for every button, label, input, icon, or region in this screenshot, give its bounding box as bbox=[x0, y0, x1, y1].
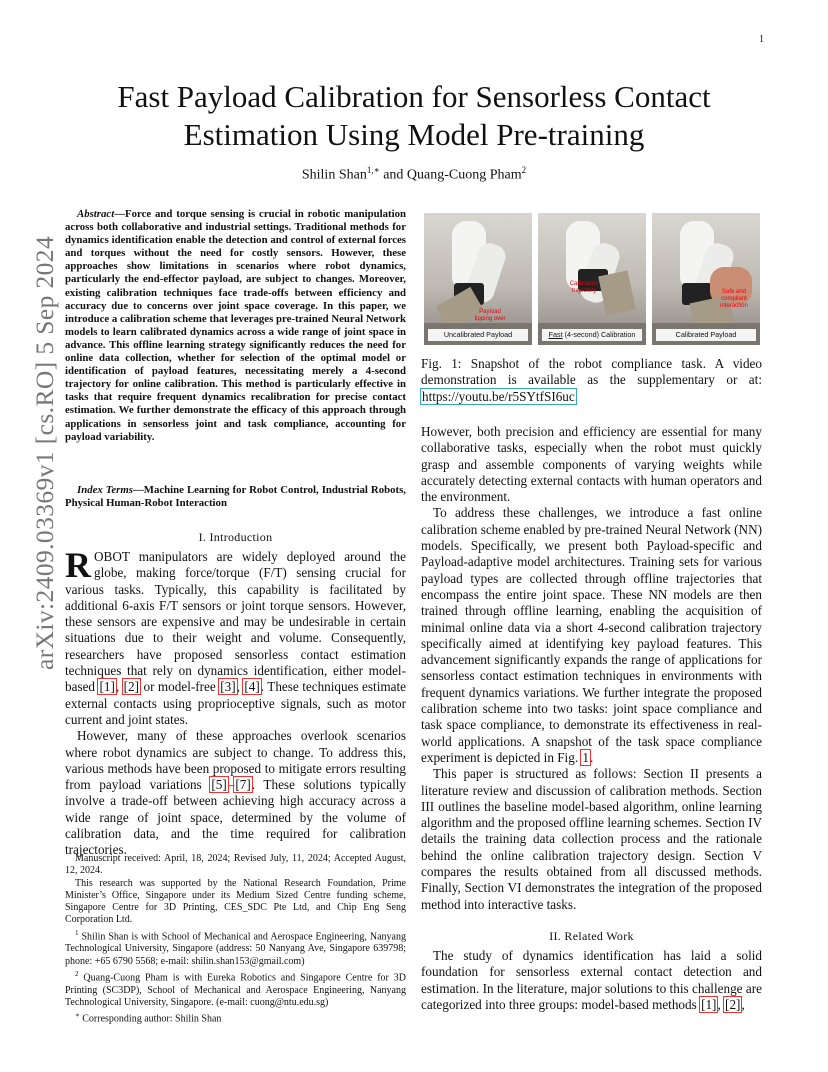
intro-paragraph-1: ROBOT manipulators are widely deployed around the globe, making force/torque (F/T) sensing crucial for various tasks. Typically, this capability is facilitated by additional 6-axis F/T sensors or joint torque sensors. However, these sensors are expensive and may be undesirable in certain situations due to their weight and volume. Consequently, researchers have proposed sensorless contact estimation techniques that rely on dynamics identification, either model-based [1], [2] or model-free [3], [4]. These techniques estimate external contacts using proprioceptive signals, such as motor current and joint states. bbox=[65, 545, 406, 727]
right-paragraph-3: This paper is structured as follows: Section II presents a literature review and discussion of calibration methods. Section III outlines the baseline model-based algorithm, online learning algorithm and the proposed offline learning schemes. Section IV details the training data collection process and the rationale behind the online calibration trajectory design. Section V compares the results obtained from all discussed methods. Finally, Section VI demonstrates the integration of the proposed method into interactive tasks. bbox=[421, 766, 762, 912]
footnotes bbox=[65, 853, 406, 1026]
index-terms-label: Index Terms bbox=[77, 484, 133, 496]
abstract-text: —Force and torque sensing is crucial in robotic manipulation across both collaborative and industrial settings. Traditional methods for dynamics identification enable the detection and control of external forces and torques without the need for costly sensors. However, these approaches show limitations in scenarios where robot dynamics, particularly the end-effector payload, are subject to changes. Moreover, existing calibration techniques face trade-offs between efficiency and accuracy due to concerns over joint space coverage. In this paper, we introduce a calibration scheme that leverages pre-trained Neural Network models to learn calibrated dynamics across a wide range of joint space in advance. This offline learning strategy significantly reduces the need for online data collection, whether for selection of the optimal model or identification of payload features, necessitating merely a 4-second trajectory for online calibration. This method is particularly effective in tasks that require frequent dynamics recalibration for precise contact estimation. We further demonstrate the efficacy of this approach through applications in sensorless joint and task compliance, accounting for payload variability. bbox=[65, 208, 406, 443]
footnote-corresponding: ∗ Corresponding author: Shilin Shan bbox=[75, 1011, 222, 1025]
figure-annotation: Safe and compliant interaction bbox=[720, 289, 748, 309]
figure-panel-label: Calibrated Payload bbox=[656, 329, 756, 341]
intro-paragraph-2: However, many of these approaches overlook scenarios where robot dynamics are subject to change. To address this, various methods have been proposed to mitigate errors resulting from payload variations [5]–[7]. These solutions typically involve a trade-off between achieving high accuracy across a wide range of joint space, determined by the volume of calibration data, and the time required for calibration trajectories. bbox=[65, 728, 406, 858]
figure-1-caption: Fig. 1: Snapshot of the robot compliance task. A video demonstration is available as the supplementary or at: https://youtu.be/r5SYtfSI6uc bbox=[421, 356, 762, 404]
title-line-1: Fast Payload Calibration for Sensorless Contact bbox=[117, 79, 711, 114]
right-paragraph-1: However, both precision and efficiency are essential for many collaborative tasks, especially when the robot must quickly grasp and assemble components of varying weights while accurately detecting external contacts with human operators and the environment. bbox=[421, 424, 762, 505]
paper-title bbox=[60, 78, 768, 154]
abstract bbox=[65, 208, 406, 444]
section-2-heading bbox=[421, 929, 762, 944]
citation-link[interactable]: [3] bbox=[220, 679, 236, 695]
footnote-funding: This research was supported by the National Research Foundation, Prime Minister’s Office, Singapore under its Medium Sized Centre funding scheme, Singapore Centre for 3D Printing, CES_SDC Pte Ltd, and Chip Eng Seng Corporation Ltd. bbox=[65, 877, 406, 926]
section-1-body bbox=[65, 545, 406, 859]
related-work-paragraph-1: The study of dynamics identification has laid a solid foundation for sensorless external contact detection and estimation. In the literature, major solutions to this challenge are categorized into three groups: model-based methods [1], [2], bbox=[421, 948, 762, 1012]
footnote-manuscript: Manuscript received: April, 18, 2024; Revised July, 11, 2024; Accepted August, 12, 2024. bbox=[65, 853, 406, 877]
footnote-author-2: $^2$ Quang-Cuong Pham is with Eureka Robotics and Singapore Centre for 3D Printing (SC3DP), School of Mechanical and Aerospace Engineering, Nanyang Technological University, Singapore. (e-mail: cuong@ntu.edu.sg) bbox=[65, 970, 406, 1008]
citation-link[interactable]: [2] bbox=[123, 679, 140, 695]
author-conjunction: and bbox=[379, 167, 407, 183]
figure-panel-fast-calibration bbox=[538, 213, 646, 345]
index-terms bbox=[65, 484, 406, 510]
citation-link[interactable]: [7] bbox=[235, 777, 251, 793]
figure-1-image bbox=[424, 213, 760, 345]
section-1-heading bbox=[65, 530, 406, 545]
citation-link[interactable]: [1] bbox=[99, 679, 115, 695]
figure-annotation: Payload tipping over bbox=[474, 309, 506, 322]
section-2-body bbox=[421, 948, 762, 1013]
page-number: 1 bbox=[759, 34, 764, 45]
author-list bbox=[60, 165, 768, 184]
author-1: Shilin Shan bbox=[301, 167, 367, 183]
index-terms-text: —Machine Learning for Robot Control, Industrial Robots, Physical Human-Robot Interaction bbox=[65, 484, 406, 510]
right-paragraph-2: To address these challenges, we introduce a fast online calibration scheme enabled by pre-trained Neural Network (NN) models. Specifically, we present both Payload-specific and Payload-adaptive model architectures. Training sets for various payload types are collected through offline trajectories that encompass the entire joint space. These NN models are then trained through offline learning, enabling the acquisition of minimal online data via a short 4-second calibration trajectory specifically aimed at identifying key payload features. This advancement significantly expands the range of applications for sensorless contact estimation techniques in environments with frequent dynamics variations. We further integrate the proposed calibration scheme into two tasks: joint space compliance and task space compliance, to demonstrate its effectiveness in real-world applications. A snapshot of the task space compliance experiment is depicted in Fig. 1. bbox=[421, 505, 762, 765]
citation-link[interactable]: [2] bbox=[725, 996, 741, 1012]
citation-link[interactable]: [4] bbox=[244, 679, 260, 695]
figure-panel-label: Uncalibrated Payload bbox=[428, 329, 528, 341]
section-1-title: I. Introduction bbox=[198, 530, 273, 544]
author-1-affiliation: 1,∗ bbox=[366, 165, 380, 175]
author-2: Quang-Cuong Pham bbox=[406, 167, 522, 183]
figure-panel-uncalibrated bbox=[424, 213, 532, 345]
right-column-body bbox=[421, 424, 762, 913]
video-url-link[interactable]: https://youtu.be/r5SYtfSI6uc bbox=[422, 388, 575, 404]
abstract-label: Abstract bbox=[77, 208, 115, 220]
citation-link[interactable]: [5] bbox=[211, 777, 227, 793]
citation-link[interactable]: [1] bbox=[701, 996, 717, 1012]
drop-cap: R bbox=[65, 545, 91, 585]
section-2-title: II. Related Work bbox=[549, 929, 634, 943]
arxiv-identifier: arXiv:2409.03369v1 [cs.RO] 5 Sep 2024 bbox=[30, 235, 59, 670]
author-2-affiliation: 2 bbox=[521, 165, 527, 175]
figure-panel-label: Fast (4-second) Calibration bbox=[542, 329, 642, 341]
figure-reference-link[interactable]: 1 bbox=[582, 749, 590, 765]
figure-annotation: Calibration trajectory bbox=[569, 281, 599, 294]
footnote-author-1: $^1$ Shilin Shan is with School of Mechanical and Aerospace Engineering, Nanyang Technological University, Singapore (address: 50 Nanyang Ave, Singapore 639798; phone: +65 6790 5568; e-mail: shilin.shan153@gmail.com) bbox=[65, 928, 406, 967]
figure-panel-calibrated bbox=[652, 213, 760, 345]
title-line-2: Estimation Using Model Pre-training bbox=[183, 117, 645, 152]
